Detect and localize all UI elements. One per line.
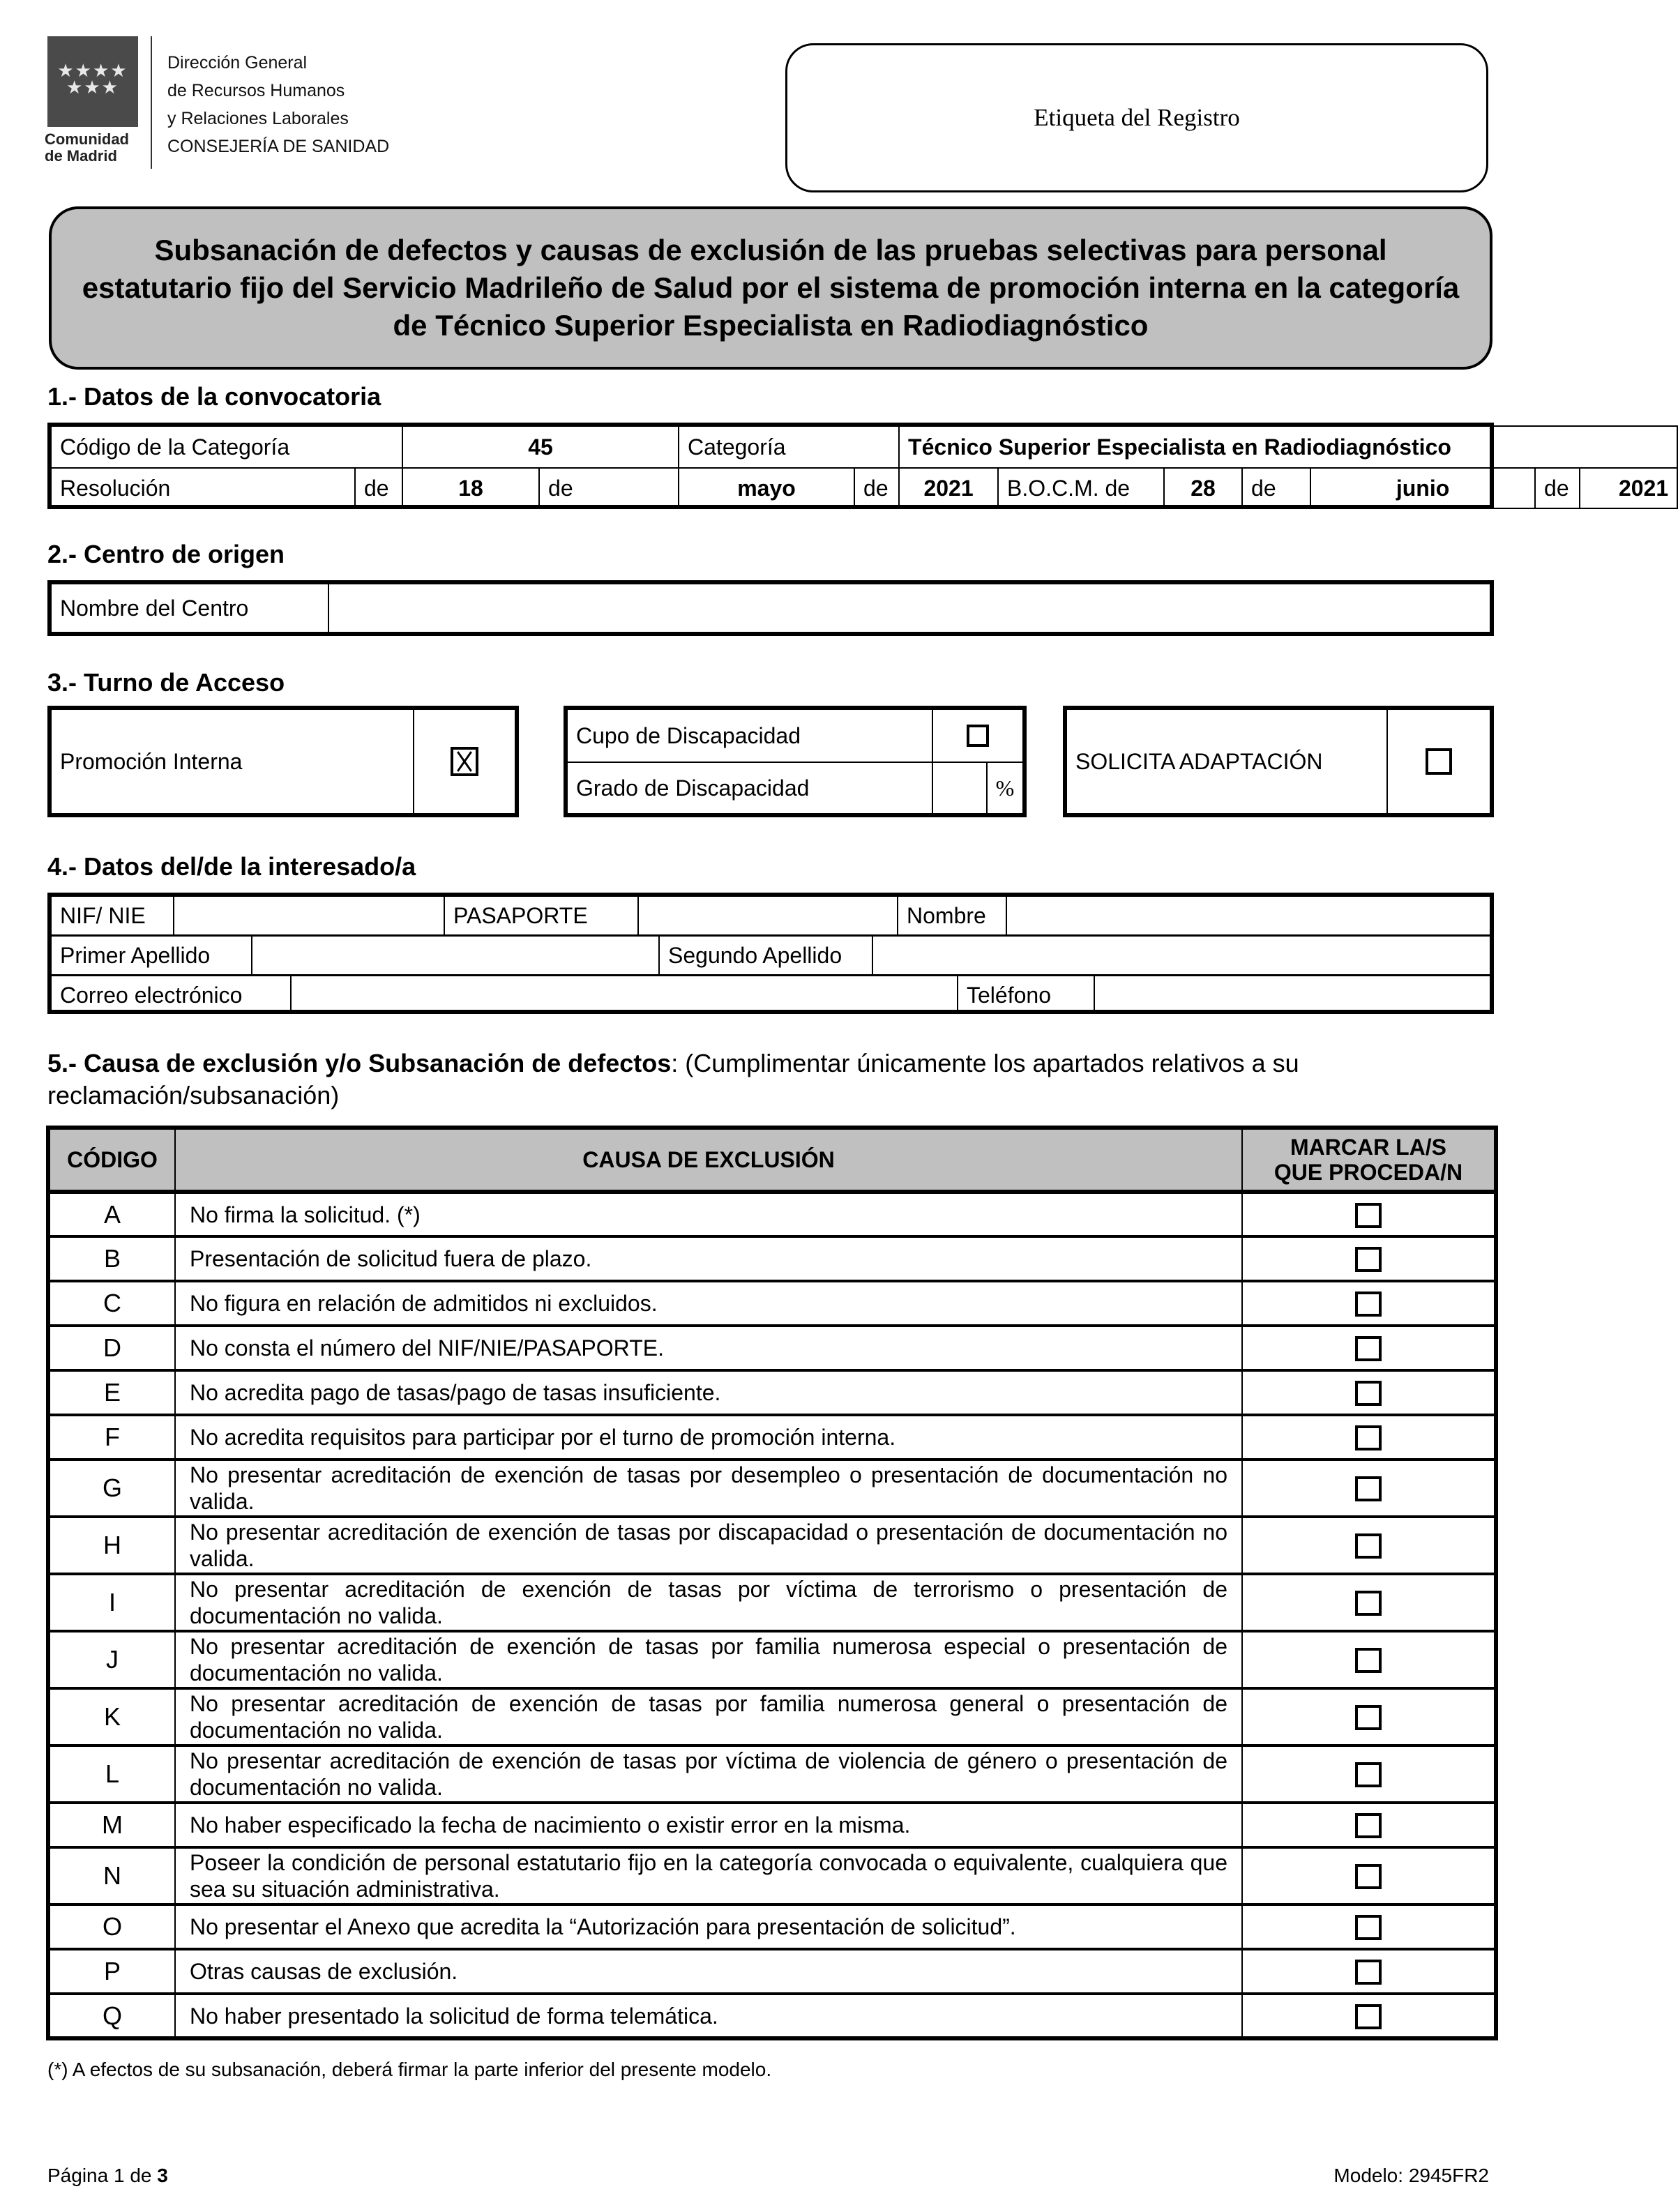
codigo-categoria-label: Código de la Categoría — [51, 426, 402, 468]
section-5-title-note: : (Cumplimentar únicamente los apartados relativos a su reclamación/subsanación) — [47, 1049, 1299, 1109]
registro-label-box — [785, 43, 1488, 192]
exclusion-code: M — [48, 1803, 175, 1847]
exclusion-code: A — [48, 1192, 175, 1236]
resolucion-label: Resolución — [51, 468, 355, 508]
bocm-day[interactable]: 28 — [1164, 468, 1242, 508]
comunidad-madrid-logo — [47, 36, 138, 127]
exclusion-mark-cell — [1242, 1949, 1496, 1994]
exclusion-mark-cell — [1242, 1281, 1496, 1326]
solicita-adaptacion-label: SOLICITA ADAPTACIÓN — [1075, 748, 1323, 774]
exclusion-checkbox[interactable] — [1355, 1960, 1382, 1985]
exclusion-checkbox[interactable] — [1355, 1336, 1382, 1361]
convocatoria-table — [47, 423, 1669, 509]
cupo-discapacidad-label: Cupo de Discapacidad — [576, 722, 801, 748]
section-5-title-bold: 5.- Causa de exclusión y/o Subsanación de defectos — [47, 1049, 672, 1077]
exclusion-mark-cell — [1242, 1460, 1496, 1517]
org-line: CONSEJERÍA DE SANIDAD — [167, 137, 390, 156]
exclusion-mark-cell — [1242, 1745, 1496, 1803]
page-number-prefix: Página 1 de — [47, 2165, 158, 2186]
exclusion-row — [48, 1994, 1496, 2038]
exclusion-mark-cell — [1242, 1415, 1496, 1460]
exclusion-row — [48, 1281, 1496, 1326]
exclusion-description: No haber presentado la solicitud de forma telemática. — [175, 1994, 1242, 2038]
section-2-title: 2.- Centro de origen — [47, 540, 285, 568]
exclusion-description: No acredita pago de tasas/pago de tasas insuficiente. — [175, 1370, 1242, 1415]
exclusion-description: No presentar acreditación de exención de tasas por discapacidad o presentación de documentación no valida. — [175, 1517, 1242, 1574]
exclusion-code: D — [48, 1326, 175, 1370]
exclusion-code: I — [48, 1574, 175, 1631]
exclusion-row — [48, 1370, 1496, 1415]
solicita-adaptacion-checkbox[interactable] — [1426, 748, 1452, 775]
exclusion-code: C — [48, 1281, 175, 1326]
de-label: de — [1242, 468, 1310, 508]
exclusion-checkbox[interactable] — [1355, 1591, 1382, 1616]
exclusion-row — [48, 1904, 1496, 1949]
pasaporte-input[interactable] — [639, 897, 898, 934]
segundo-apellido-input[interactable] — [873, 937, 1490, 974]
exclusion-row — [48, 1326, 1496, 1370]
organization-name — [167, 49, 389, 160]
exclusion-code: H — [48, 1517, 175, 1574]
logo-caption — [45, 131, 142, 165]
exclusion-mark-cell — [1242, 1994, 1496, 2038]
exclusion-checkbox[interactable] — [1355, 1813, 1382, 1838]
exclusion-checkbox[interactable] — [1355, 1247, 1382, 1272]
correo-label: Correo electrónico — [52, 976, 292, 1014]
correo-input[interactable] — [292, 976, 958, 1014]
exclusion-mark-cell — [1242, 1847, 1496, 1904]
exclusion-mark-cell — [1242, 1803, 1496, 1847]
nombre-input[interactable] — [1007, 897, 1490, 934]
exclusion-row — [48, 1949, 1496, 1994]
exclusion-description: No presentar acreditación de exención de tasas por víctima de violencia de género o presentación de documentación no valida. — [175, 1745, 1242, 1803]
exclusion-code: B — [48, 1236, 175, 1281]
exclusion-checkbox[interactable] — [1355, 1381, 1382, 1406]
exclusion-causes-table — [46, 1126, 1498, 2040]
marcar-header — [1242, 1128, 1496, 1192]
section-1-title: 1.- Datos de la convocatoria — [47, 382, 381, 411]
page-total: 3 — [157, 2165, 168, 2186]
promocion-interna-checkbox[interactable] — [451, 747, 478, 776]
form-title-box — [49, 206, 1492, 370]
exclusion-mark-cell — [1242, 1574, 1496, 1631]
de-label: de — [355, 468, 402, 508]
exclusion-mark-cell — [1242, 1370, 1496, 1415]
resolucion-year[interactable]: 2021 — [899, 468, 998, 508]
exclusion-checkbox[interactable] — [1355, 1864, 1382, 1889]
exclusion-row — [48, 1517, 1496, 1574]
section-3-title: 3.- Turno de Acceso — [47, 668, 285, 697]
primer-apellido-label: Primer Apellido — [52, 937, 252, 974]
exclusion-mark-cell — [1242, 1192, 1496, 1236]
categoria-label: Categoría — [679, 426, 899, 468]
exclusion-checkbox[interactable] — [1355, 1203, 1382, 1228]
nombre-label: Nombre — [898, 897, 1007, 934]
interesado-table — [47, 893, 1494, 1014]
exclusion-code: O — [48, 1904, 175, 1949]
exclusion-row — [48, 1236, 1496, 1281]
footnote: (*) A efectos de su subsanación, deberá firmar la parte inferior del presente modelo. — [47, 2059, 772, 2080]
telefono-label: Teléfono — [958, 976, 1095, 1014]
grado-discapacidad-label: Grado de Discapacidad — [576, 775, 810, 801]
resolucion-day[interactable]: 18 — [402, 468, 539, 508]
section-4-title: 4.- Datos del/de la interesado/a — [47, 852, 416, 881]
discapacidad-box — [564, 706, 1027, 817]
modelo-code: Modelo: 2945FR2 — [1333, 2165, 1489, 2186]
nombre-centro-label: Nombre del Centro — [52, 584, 329, 632]
exclusion-row — [48, 1415, 1496, 1460]
exclusion-checkbox[interactable] — [1355, 2004, 1382, 2029]
exclusion-row — [48, 1688, 1496, 1745]
nif-label: NIF/ NIE — [52, 897, 174, 934]
header-divider — [151, 36, 152, 169]
de-label: de — [1535, 468, 1580, 508]
grado-discapacidad-input[interactable] — [932, 763, 986, 813]
exclusion-description: No presentar el Anexo que acredita la “Autorización para presentación de solicitud”. — [175, 1904, 1242, 1949]
exclusion-description: No presentar acreditación de exención de tasas por desempleo o presentación de documentación no valida. — [175, 1460, 1242, 1517]
bocm-year[interactable]: 2021 — [1580, 468, 1677, 508]
exclusion-checkbox[interactable] — [1355, 1705, 1382, 1730]
promocion-interna-label: Promoción Interna — [60, 748, 243, 774]
org-line: Dirección General — [167, 53, 308, 73]
exclusion-row — [48, 1574, 1496, 1631]
nombre-centro-input[interactable] — [329, 584, 1490, 632]
exclusion-checkbox[interactable] — [1355, 1915, 1382, 1940]
exclusion-row — [48, 1745, 1496, 1803]
exclusion-row — [48, 1847, 1496, 1904]
centro-origen-table — [47, 580, 1494, 636]
exclusion-checkbox[interactable] — [1355, 1762, 1382, 1787]
cupo-discapacidad-checkbox[interactable] — [967, 725, 989, 747]
exclusion-description: No presentar acreditación de exención de tasas por familia numerosa especial o presentación de documentación no valida. — [175, 1631, 1242, 1688]
exclusion-checkbox[interactable] — [1355, 1533, 1382, 1559]
promocion-interna-box — [47, 706, 519, 817]
de-label: de — [854, 468, 899, 508]
exclusion-code: E — [48, 1370, 175, 1415]
exclusion-checkbox[interactable] — [1355, 1425, 1382, 1450]
de-label: de — [539, 468, 679, 508]
exclusion-description: No acredita requisitos para participar por el turno de promoción interna. — [175, 1415, 1242, 1460]
exclusion-description: No firma la solicitud. (*) — [175, 1192, 1242, 1236]
exclusion-row — [48, 1803, 1496, 1847]
telefono-input[interactable] — [1095, 976, 1490, 1014]
causa-header: CAUSA DE EXCLUSIÓN — [175, 1128, 1242, 1192]
exclusion-description: Otras causas de exclusión. — [175, 1949, 1242, 1994]
exclusion-mark-cell — [1242, 1904, 1496, 1949]
adaptacion-box — [1063, 706, 1494, 817]
seven-stars-icon: ★★★★ ★★★ — [57, 61, 128, 98]
exclusion-mark-cell — [1242, 1517, 1496, 1574]
exclusion-description: Poseer la condición de personal estatutario fijo en la categoría convocada o equivalente, cualquiera que sea su situación administrativa. — [175, 1847, 1242, 1904]
bocm-label: B.O.C.M. de — [998, 468, 1164, 508]
exclusion-description: No presentar acreditación de exención de tasas por víctima de terrorismo o presentación de documentación no valida. — [175, 1574, 1242, 1631]
codigo-categoria-value[interactable]: 45 — [402, 426, 679, 468]
exclusion-row — [48, 1631, 1496, 1688]
exclusion-code: F — [48, 1415, 175, 1460]
marcar-header-line1: MARCAR LA/S — [1290, 1135, 1446, 1160]
exclusion-checkbox[interactable] — [1355, 1291, 1382, 1317]
primer-apellido-input[interactable] — [252, 937, 660, 974]
exclusion-mark-cell — [1242, 1631, 1496, 1688]
form-title: Subsanación de defectos y causas de exclusión de las pruebas selectivas para personal estatutario fijo del Servicio Madrileño de Salud por el sistema de promoción interna en la categoría de Técnico Superior Especialista en Radiodiagnóstico — [82, 234, 1460, 342]
exclusion-code: P — [48, 1949, 175, 1994]
exclusion-row — [48, 1192, 1496, 1236]
exclusion-code: N — [48, 1847, 175, 1904]
marcar-header-line2: QUE PROCEDA/N — [1273, 1160, 1463, 1185]
exclusion-code: G — [48, 1460, 175, 1517]
exclusion-row — [48, 1460, 1496, 1517]
exclusion-code: L — [48, 1745, 175, 1803]
pasaporte-label: PASAPORTE — [445, 897, 639, 934]
org-line: y Relaciones Laborales — [167, 109, 349, 128]
exclusion-description: Presentación de solicitud fuera de plazo. — [175, 1236, 1242, 1281]
logo-caption-line2: de Madrid — [45, 147, 117, 165]
exclusion-checkbox[interactable] — [1355, 1648, 1382, 1673]
exclusion-code: K — [48, 1688, 175, 1745]
logo-caption-line1: Comunidad — [45, 130, 129, 148]
exclusion-description: No haber especificado la fecha de nacimiento o existir error en la misma. — [175, 1803, 1242, 1847]
exclusion-mark-cell — [1242, 1236, 1496, 1281]
exclusion-mark-cell — [1242, 1326, 1496, 1370]
exclusion-checkbox[interactable] — [1355, 1476, 1382, 1501]
registro-label: Etiqueta del Registro — [1034, 104, 1240, 131]
section-5-title — [47, 1047, 1484, 1112]
bocm-month[interactable]: junio — [1310, 468, 1535, 508]
resolucion-month[interactable]: mayo — [679, 468, 854, 508]
percent-label: % — [986, 763, 1022, 813]
codigo-header: CÓDIGO — [48, 1128, 175, 1192]
page-number — [47, 2165, 168, 2187]
exclusion-code: Q — [48, 1994, 175, 2038]
exclusion-mark-cell — [1242, 1688, 1496, 1745]
categoria-value[interactable]: Técnico Superior Especialista en Radiodiagnóstico — [899, 426, 1677, 468]
exclusion-description: No figura en relación de admitidos ni excluidos. — [175, 1281, 1242, 1326]
org-line: de Recursos Humanos — [167, 81, 345, 100]
nif-input[interactable] — [174, 897, 445, 934]
segundo-apellido-label: Segundo Apellido — [660, 937, 873, 974]
exclusion-description: No presentar acreditación de exención de tasas por familia numerosa general o presentación de documentación no valida. — [175, 1688, 1242, 1745]
exclusion-description: No consta el número del NIF/NIE/PASAPORTE. — [175, 1326, 1242, 1370]
exclusion-code: J — [48, 1631, 175, 1688]
